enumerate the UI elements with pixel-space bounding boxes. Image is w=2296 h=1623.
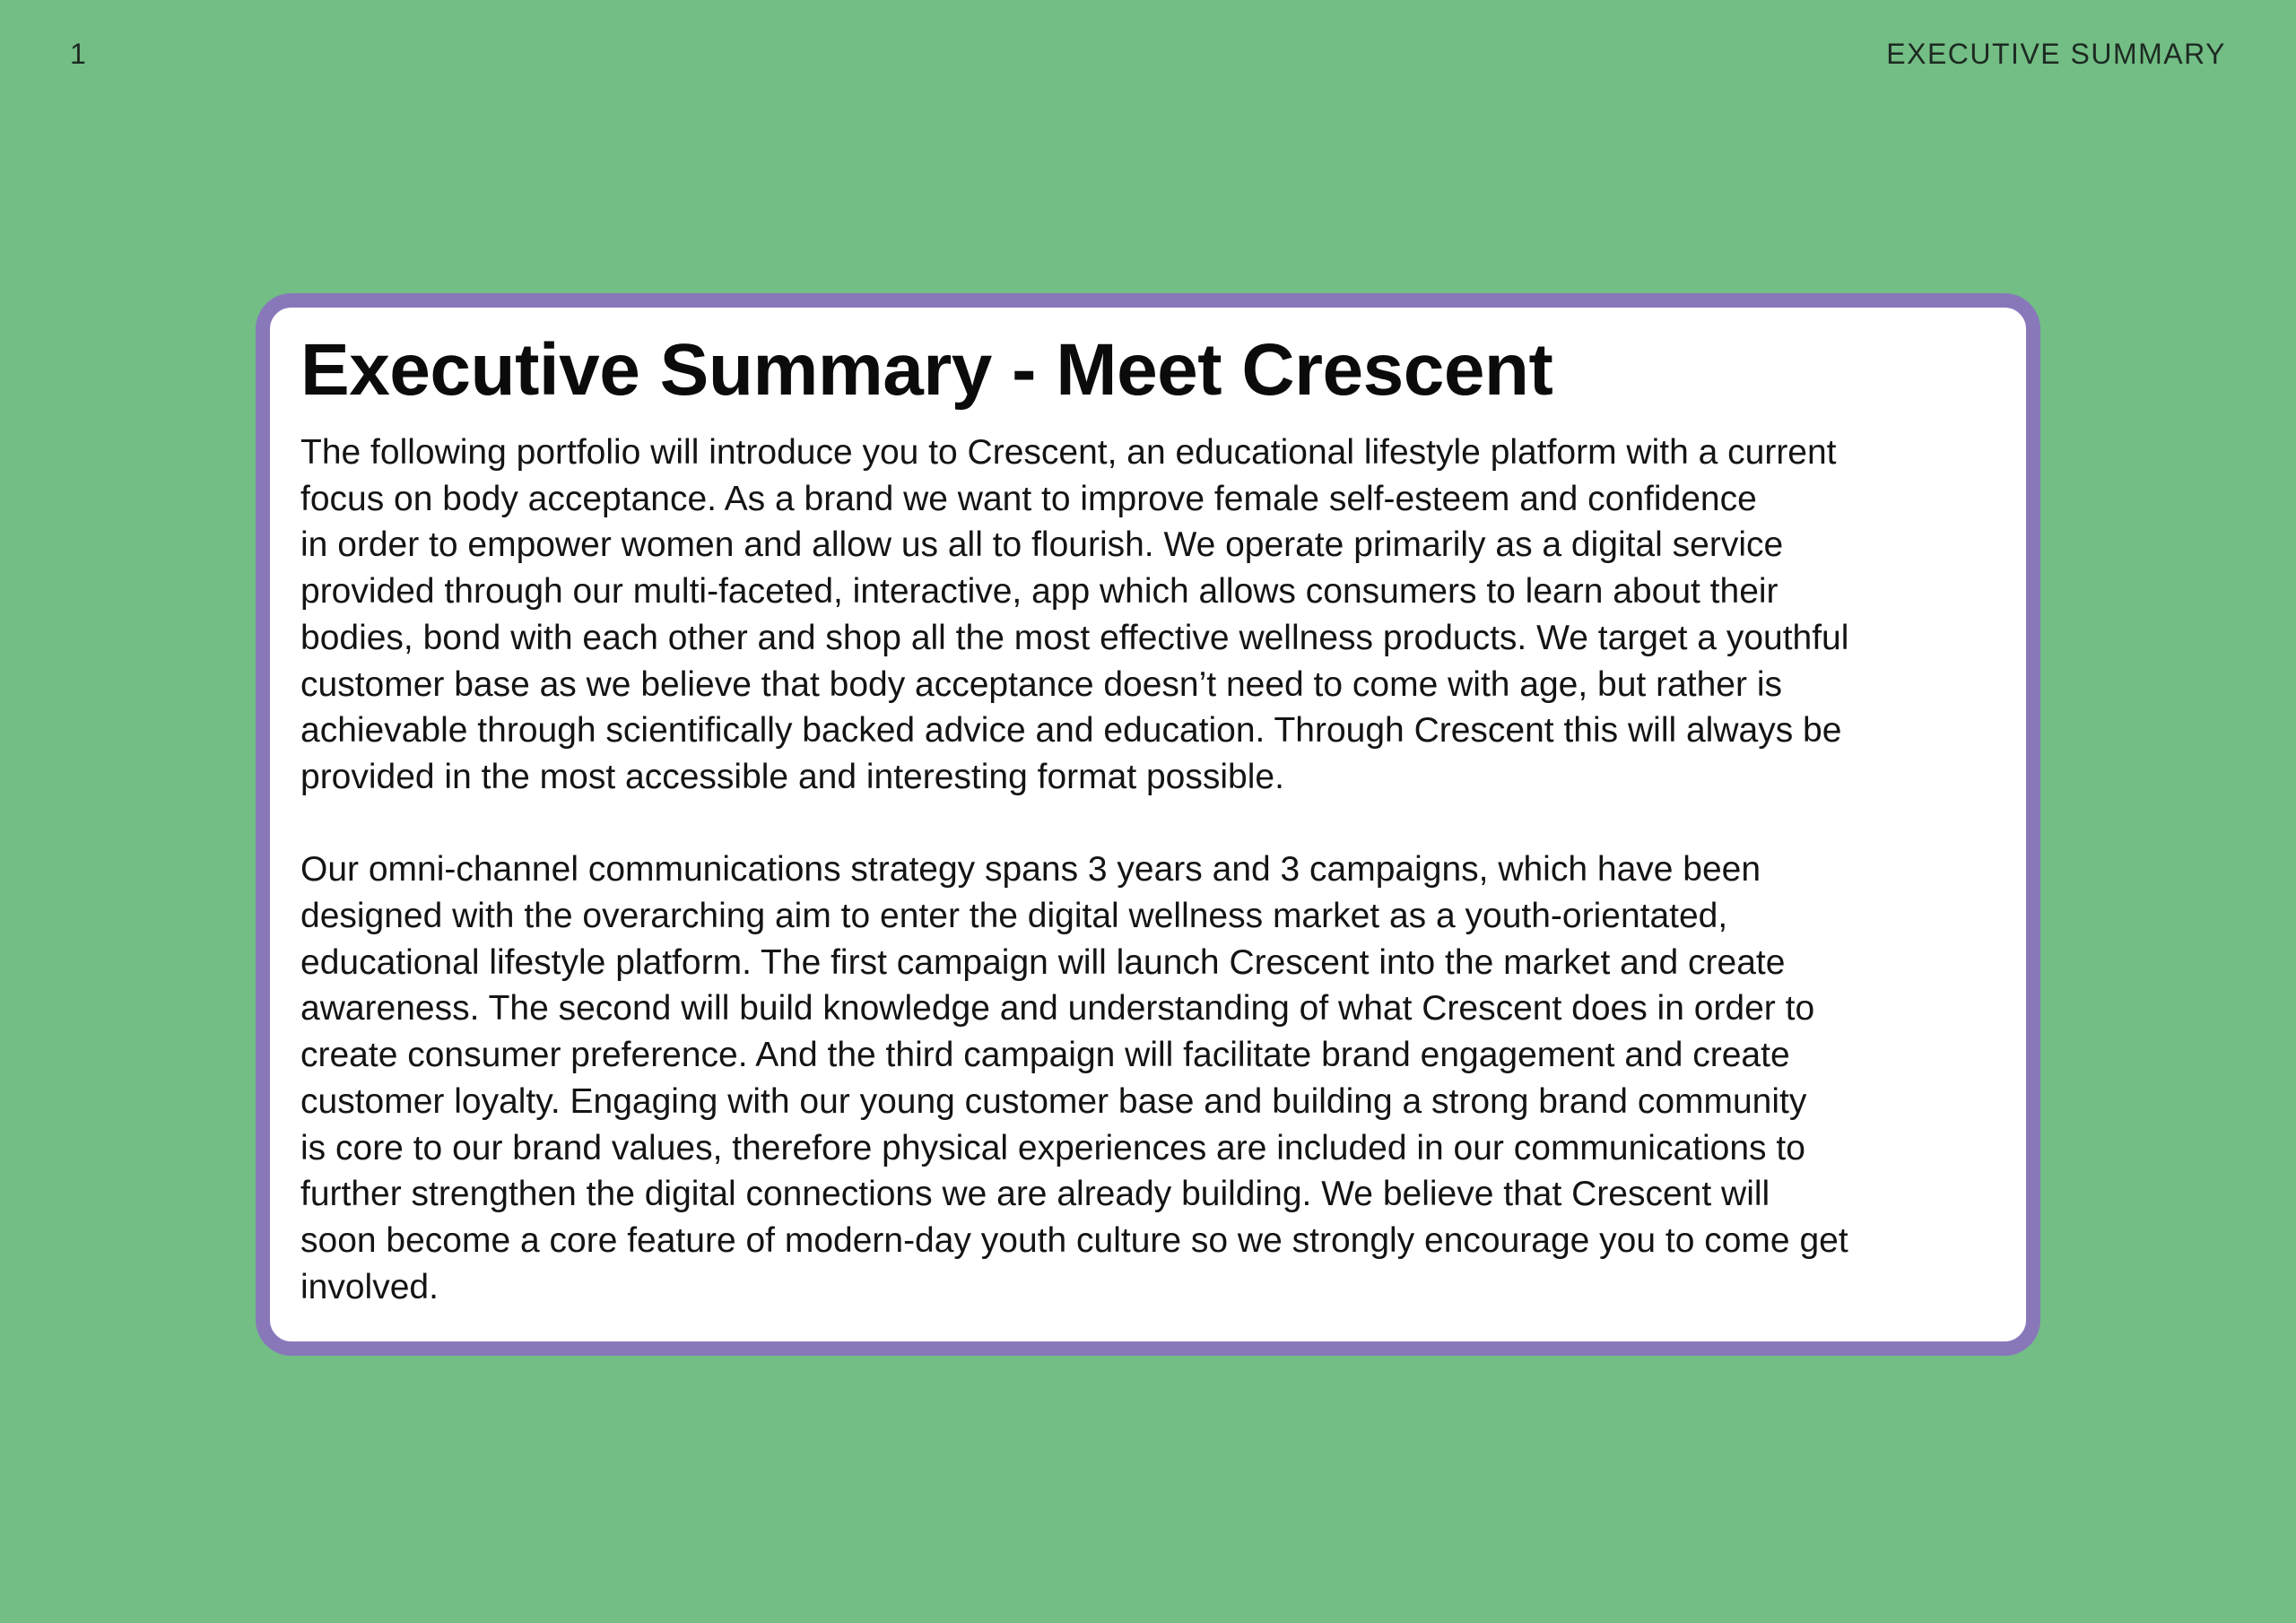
text-line: involved. <box>300 1267 439 1306</box>
text-line: focus on body acceptance. As a brand we want to improve female self-esteem and confidence <box>300 479 1757 518</box>
text-line: customer loyalty. Engaging with our young customer base and building a strong brand community <box>300 1081 1807 1121</box>
text-line: achievable through scientifically backed advice and education. Through Crescent this will always be <box>300 711 1842 751</box>
card-body <box>300 430 1996 1310</box>
text-line: bodies, bond with each other and shop all the most effective wellness products. We target a youthful <box>300 618 1849 657</box>
text-line: awareness. The second will build knowledge and understanding of what Crescent does in order to <box>300 989 1815 1028</box>
summary-card <box>256 293 2040 1356</box>
text-line: provided through our multi-faceted, interactive, app which allows consumers to learn about their <box>300 572 1779 612</box>
paragraph-strategy <box>300 846 1996 1310</box>
text-line: customer base as we believe that body acceptance doesn’t need to come with age, but rather is <box>300 664 1782 704</box>
page-number: 1 <box>70 38 87 70</box>
text-line: is core to our brand values, therefore physical experiences are included in our communications to <box>300 1128 1805 1167</box>
text-line: The following portfolio will introduce you to Crescent, an educational lifestyle platform with a current <box>300 433 1837 472</box>
text-line: designed with the overarching aim to enter the digital wellness market as a youth-orientated, <box>300 897 1728 936</box>
text-line: provided in the most accessible and interesting format possible. <box>300 757 1284 796</box>
card-title: Executive Summary - Meet Crescent <box>300 329 1553 411</box>
text-line: create consumer preference. And the third campaign will facilitate brand engagement and create <box>300 1036 1790 1075</box>
text-line: soon become a core feature of modern-day youth culture so we strongly encourage you to come get <box>300 1220 1848 1260</box>
text-line: further strengthen the digital connections we are already building. We believe that Crescent will <box>300 1175 1770 1214</box>
paragraph-intro <box>300 430 1996 801</box>
text-line: Our omni-channel communications strategy spans 3 years and 3 campaigns, which have been <box>300 850 1761 890</box>
section-label: EXECUTIVE SUMMARY <box>1886 38 2226 70</box>
text-line: educational lifestyle platform. The first campaign will launch Crescent into the market and create <box>300 942 1786 982</box>
text-line: in order to empower women and allow us all to flourish. We operate primarily as a digital service <box>300 525 1784 565</box>
